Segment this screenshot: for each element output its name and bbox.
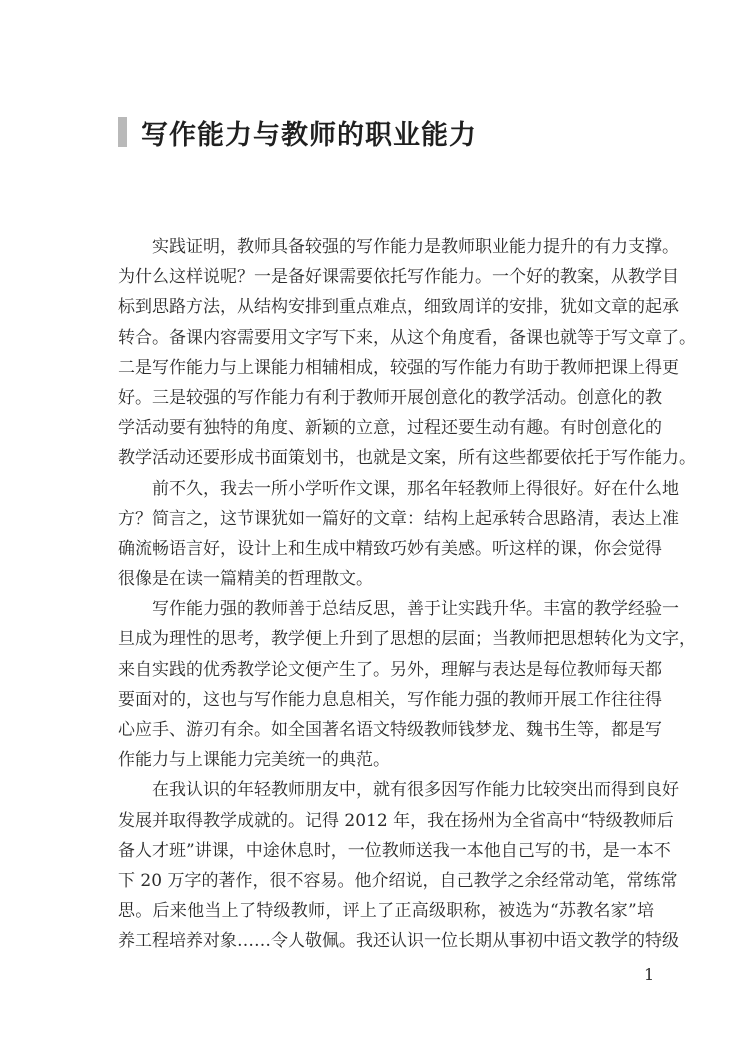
text-line: 教学活动还要形成书面策划书，也就是文案，所有这些都要依托于写作能力。 — [118, 448, 696, 469]
text-line: 写作能力强的教师善于总结反思，善于让实践升华。丰富的教学经验一 — [152, 599, 679, 620]
text-line: 旦成为理性的思考，教学便上升到了思想的层面；当教师把思想转化为文字， — [118, 629, 696, 650]
text-line: 备人才班”讲课，中途休息时，一位教师送我一本他自己写的书，是一本不 — [118, 840, 671, 861]
text-line: 作能力与上课能力完美统一的典范。 — [118, 750, 390, 771]
text-line: 转合。备课内容需要用文字写下来，从这个角度看，备课也就等于写文章了。 — [118, 327, 696, 348]
text-line: 方？简言之，这节课犹如一篇好的文章：结构上起承转合思路清，表达上准 — [118, 508, 679, 529]
text-line: 下 20 万字的著作，很不容易。他介绍说，自己教学之余经常动笔，常练常 — [118, 870, 678, 891]
text-line: 二是写作能力与上课能力相辅相成，较强的写作能力有助于教师把课上得更 — [118, 357, 679, 378]
text-line: 心应手、游刃有余。如全国著名语文特级教师钱梦龙、魏书生等，都是写 — [118, 720, 662, 740]
text-line: 要面对的，这也与写作能力息息相关，写作能力强的教师开展工作往往得 — [118, 689, 662, 710]
text-line: 学活动要有独特的角度、新颖的立意，过程还要生动有趣。有时创意化的 — [118, 418, 662, 439]
text-line: 很像是在读一篇精美的哲理散文。 — [118, 569, 373, 590]
title-row — [118, 112, 477, 152]
text-line: 思。后来他当上了特级教师，评上了正高级职称，被选为“苏教名家”培 — [118, 901, 654, 922]
text-line: 在我认识的年轻教师朋友中，就有很多因写作能力比较突出而得到良好 — [152, 780, 679, 801]
text-line: 确流畅语言好，设计上和生成中精致巧妙有美感。听这样的课，你会觉得 — [118, 538, 662, 559]
text-line: 标到思路方法，从结构安排到重点难点，细致周详的安排，犹如文章的起承 — [118, 297, 679, 318]
body-text — [118, 232, 696, 957]
text-line: 前不久，我去一所小学听作文课，那名年轻教师上得很好。好在什么地 — [152, 478, 679, 499]
text-line: 发展并取得教学成就的。记得 2012 年，我在扬州为全省高中“特级教师后 — [118, 810, 674, 831]
page-number: 1 — [644, 965, 655, 984]
text-line: 为什么这样说呢？一是备好课需要依托写作能力。一个好的教案，从教学目 — [118, 267, 679, 288]
text-line: 养工程培养对象……令人敬佩。我还认识一位长期从事初中语文教学的特级 — [118, 931, 679, 952]
text-line: 好。三是较强的写作能力有利于教师开展创意化的教学活动。创意化的教 — [118, 387, 662, 408]
page-title: 写作能力与教师的职业能力 — [141, 119, 477, 151]
title-accent-bar — [118, 117, 127, 147]
text-line: 实践证明，教师具备较强的写作能力是教师职业能力提升的有力支撑。 — [152, 237, 679, 257]
text-line: 来自实践的优秀教学论文便产生了。另外，理解与表达是每位教师每天都 — [118, 659, 662, 680]
